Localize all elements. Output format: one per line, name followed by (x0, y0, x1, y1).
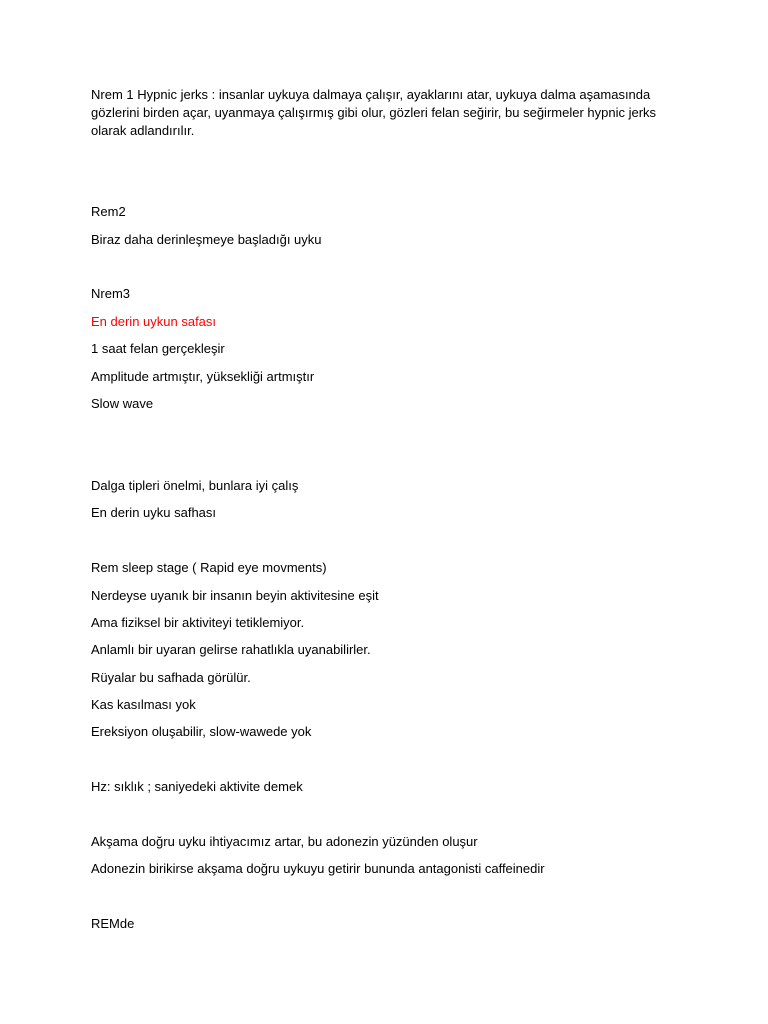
text-line: Akşama doğru uyku ihtiyacımız artar, bu adonezin yüzünden oluşur (91, 834, 478, 849)
text-line: Ereksiyon oluşabilir, slow-wawede yok (91, 724, 312, 739)
text-line: 1 saat felan gerçekleşir (91, 341, 225, 356)
text-line: Anlamlı bir uyaran gelirse rahatlıkla uyanabilirler. (91, 642, 371, 657)
text-line: olarak adlandırılır. (91, 123, 195, 138)
text-line: Nerdeyse uyanık bir insanın beyin aktivitesine eşit (91, 588, 379, 603)
text-line: Dalga tipleri önelmi, bunlara iyi çalış (91, 478, 299, 493)
text-line: Hz: sıklık ; saniyedeki aktivite demek (91, 779, 303, 794)
heading-rem-sleep-stage: Rem sleep stage ( Rapid eye movments) (91, 560, 327, 575)
text-line: Nrem 1 Hypnic jerks : insanlar uykuya dalmaya çalışır, ayaklarını atar, uykuya dalma aşamasında (91, 87, 651, 102)
heading-nrem3: Nrem3 (91, 286, 131, 301)
text-line: Slow wave (91, 396, 154, 411)
heading-rem2: Rem2 (91, 204, 126, 219)
text-line: gözlerini birden açar, uyanmaya çalışırmış gibi olur, gözleri felan seğirir, bu seğirmeler hypnic jerks (91, 105, 657, 120)
text-line: Rüyalar bu safhada görülür. (91, 670, 251, 685)
highlighted-text-line: En derin uykun safası (91, 314, 217, 329)
text-line: En derin uyku safhası (91, 505, 217, 520)
heading-remde: REMde (91, 916, 135, 931)
text-line: Adonezin birikirse akşama doğru uykuyu getirir bununda antagonisti caffeinedir (91, 861, 545, 876)
text-line: Ama fiziksel bir aktiviteyi tetiklemiyor. (91, 615, 305, 630)
text-line: Biraz daha derinleşmeye başladığı uyku (91, 232, 322, 247)
text-line: Amplitude artmıştır, yüksekliği artmıştır (91, 369, 315, 384)
text-line: Kas kasılması yok (91, 697, 196, 712)
